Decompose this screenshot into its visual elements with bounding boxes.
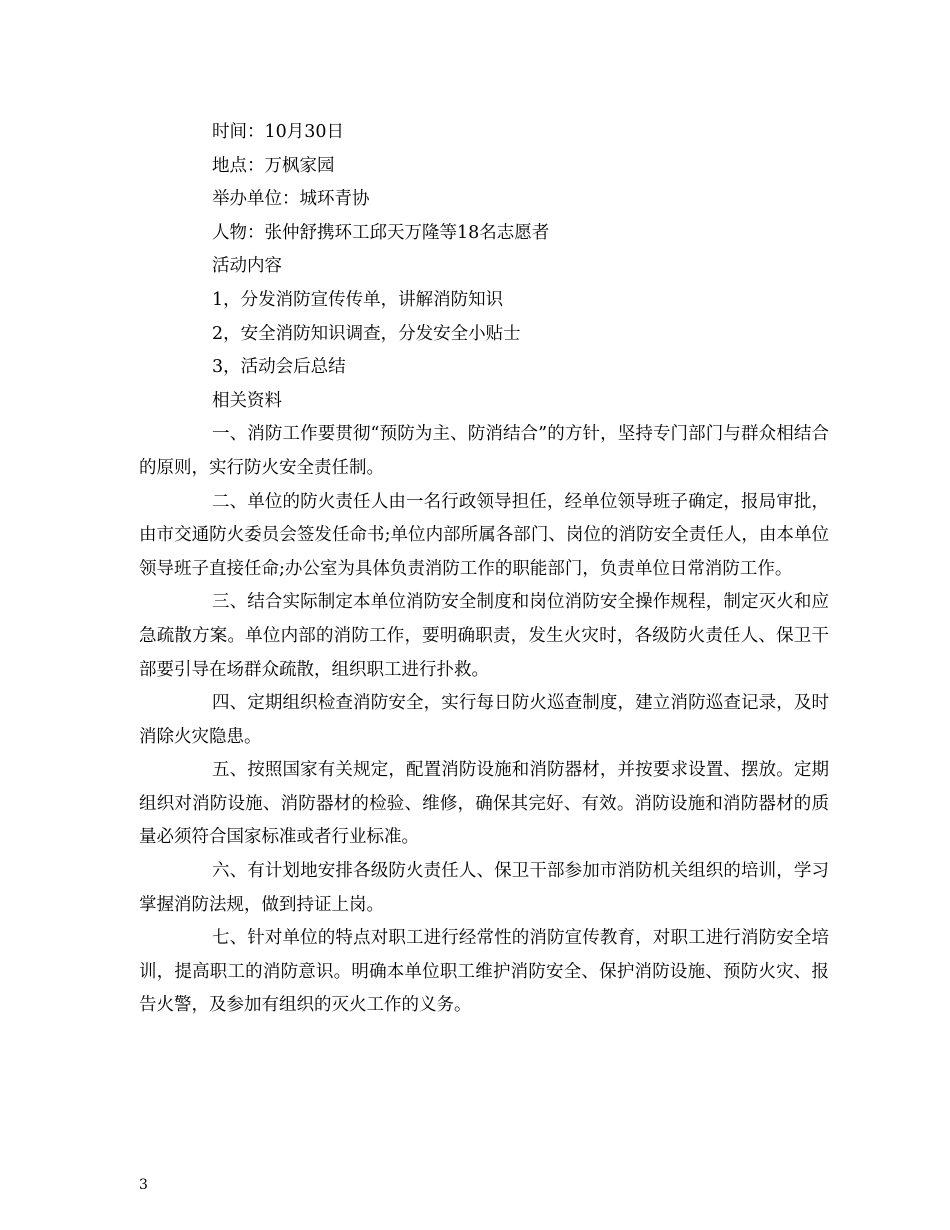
materials-heading: 相关资料 bbox=[212, 390, 282, 411]
regulation-paragraph: 七、针对单位的特点对职工进行经常性的消防宣传教育，对职工进行消防安全培训，提高职工的消防意识。明确本单位职工维护消防安全、保护消防设施、预防火灾、报告火警，及参加有组织的灭火工作的义务。 bbox=[139, 928, 829, 1016]
document-body bbox=[139, 116, 829, 1023]
page-number: 3 bbox=[139, 1177, 148, 1193]
activity-item: 2，安全消防知识调查，分发安全小贴士 bbox=[212, 323, 521, 344]
regulation-paragraph: 二、单位的防火责任人由一名行政领导担任，经单位领导班子确定，报局审批，由市交通防火委员会签发任命书;单位内部所属各部门、岗位的消防安全责任人，由本单位领导班子直接任命;办公室为具体负责消防工作的职能部门，负责单位日常消防工作。 bbox=[139, 491, 829, 579]
activity-heading: 活动内容 bbox=[212, 256, 282, 277]
regulation-paragraph: 五、按照国家有关规定，配置消防设施和消防器材，并按要求设置、摆放。定期组织对消防设施、消防器材的检验、维修，确保其完好、有效。消防设施和消防器材的质量必须符合国家标准或者行业标准。 bbox=[139, 760, 829, 848]
event-time: 时间：10月30日 bbox=[212, 122, 345, 142]
activity-item: 3，活动会后总结 bbox=[212, 357, 346, 378]
event-people: 人物：张仲舒携环工邱天万隆等18名志愿者 bbox=[212, 222, 550, 243]
regulation-paragraph: 四、定期组织检查消防安全，实行每日防火巡查制度，建立消防巡查记录，及时消除火灾隐患。 bbox=[139, 693, 829, 747]
activity-item: 1，分发消防宣传传单，讲解消防知识 bbox=[212, 289, 504, 310]
regulation-paragraph: 一、消防工作要贯彻“预防为主、防消结合”的方针，坚持专门部门与群众相结合的原则，实行防火安全责任制。 bbox=[139, 424, 829, 478]
event-organizer: 举办单位：城环青协 bbox=[212, 189, 370, 210]
regulation-paragraph: 三、结合实际制定本单位消防安全制度和岗位消防安全操作规程，制定灭火和应急疏散方案。单位内部的消防工作，要明确职责，发生火灾时，各级防火责任人、保卫干部要引导在场群众疏散，组织职工进行扑救。 bbox=[139, 592, 829, 680]
regulation-paragraph: 六、有计划地安排各级防火责任人、保卫干部参加市消防机关组织的培训，学习掌握消防法规，做到持证上岗。 bbox=[139, 861, 829, 915]
event-place: 地点：万枫家园 bbox=[212, 155, 335, 176]
